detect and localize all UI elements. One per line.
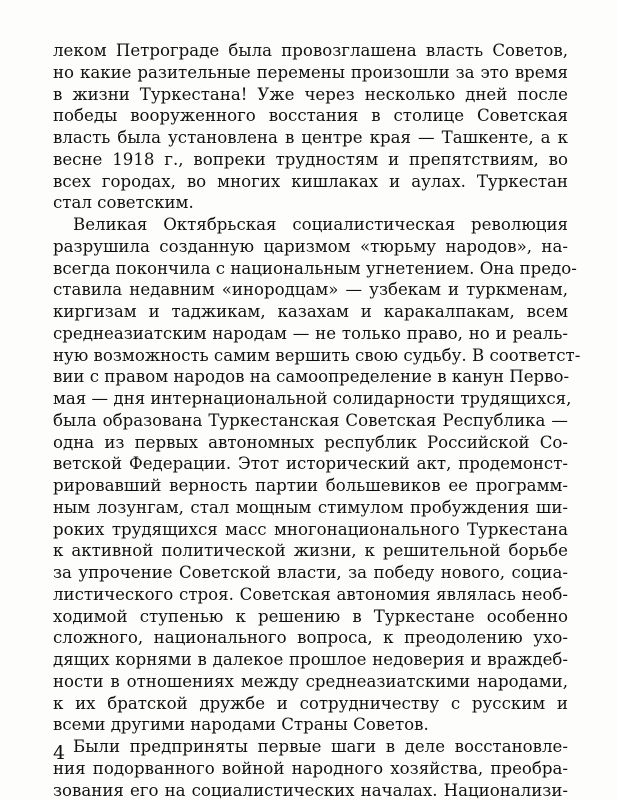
- text-line: разрушила созданную царизмом «тюрьму народов», на-: [53, 236, 568, 258]
- paragraph: [53, 40, 568, 214]
- text-line: власть была установлена в центре края — Ташкенте, а к: [53, 127, 568, 149]
- text-line: роких трудящихся масс многонационального Туркестана: [53, 519, 568, 541]
- text-line: ходимой ступенью к решению в Туркестане особенно: [53, 606, 568, 628]
- text-line: дящих корнями в далекое прошлое недоверия и враждеб-: [53, 649, 568, 671]
- text-line: весне 1918 г., вопреки трудностям и препятствиям, во: [53, 149, 568, 171]
- paragraph: [53, 736, 568, 801]
- text-line: ставила недавним «инородцам» — узбекам и туркменам,: [53, 279, 568, 301]
- text-line: стал советским.: [53, 192, 568, 214]
- text-line: но какие разительные перемены произошли за это время: [53, 62, 568, 84]
- text-line: победы вооруженного восстания в столице Советская: [53, 105, 568, 127]
- text-line: к активной политической жизни, к решительной борьбе: [53, 540, 568, 562]
- text-line: в жизни Туркестана! Уже через несколько дней после: [53, 84, 568, 106]
- text-line: среднеазиатским народам — не только право, но и реаль-: [53, 323, 568, 345]
- text-line: вии с правом народов на самоопределение в канун Перво-: [53, 366, 568, 388]
- text-line: леком Петрограде была провозглашена власть Советов,: [53, 40, 568, 62]
- text-line: киргизам и таджикам, казахам и каракалпакам, всем: [53, 301, 568, 323]
- text-line: была образована Туркестанская Советская Республика —: [53, 410, 568, 432]
- text-line: листического строя. Советская автономия являлась необ-: [53, 584, 568, 606]
- text-line: всегда покончила с национальным угнетением. Она предо-: [53, 258, 568, 280]
- text-line: ветской Федерации. Этот исторический акт, продемонст-: [53, 453, 568, 475]
- text-line: Были предприняты первые шаги в деле восстановле-: [53, 736, 568, 758]
- text-line: ным лозунгам, стал мощным стимулом пробуждения ши-: [53, 497, 568, 519]
- text-line: к их братской дружбе и сотрудничеству с русским и: [53, 693, 568, 715]
- body-text: [53, 40, 568, 801]
- text-line: всех городах, во многих кишлаках и аулах. Туркестан: [53, 171, 568, 193]
- text-line: за упрочение Советской власти, за победу нового, социа-: [53, 562, 568, 584]
- page-number: 4: [53, 742, 65, 764]
- text-line: сложного, национального вопроса, к преодолению ухо-: [53, 627, 568, 649]
- text-line: одна из первых автономных республик Российской Со-: [53, 432, 568, 454]
- text-line: ную возможность самим вершить свою судьбу. В соответст-: [53, 345, 568, 367]
- text-line: ности в отношениях между среднеазиатскими народами,: [53, 671, 568, 693]
- text-line: зования его на социалистических началах. Национализи-: [53, 780, 568, 801]
- text-line: Великая Октябрьская социалистическая революция: [53, 214, 568, 236]
- text-line: рировавший верность партии большевиков ее программ-: [53, 475, 568, 497]
- text-line: мая — дня интернациональной солидарности трудящихся,: [53, 388, 568, 410]
- paragraph: [53, 214, 568, 736]
- text-line: ния подорванного войной народного хозяйства, преобра-: [53, 758, 568, 780]
- text-line: всеми другими народами Страны Советов.: [53, 714, 568, 736]
